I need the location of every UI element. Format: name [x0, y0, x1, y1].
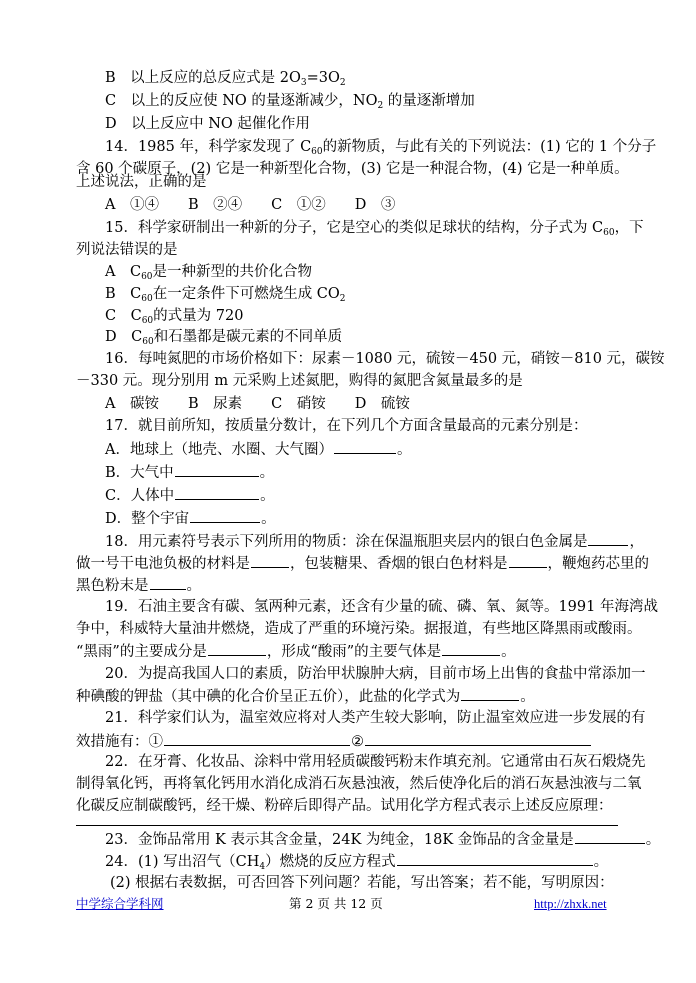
answer-blank [442, 641, 500, 656]
q24-line1: 24．(1) 写出沼气$(CH_4)$燃烧的反应方程式 。 [105, 851, 608, 872]
answer-blank [164, 731, 350, 746]
q17-item-a: A．地球上（地壳、水圈、大气圈） 。 [105, 439, 411, 460]
q22-line1: 22．在牙膏、化妆品、涂料中常用轻质碳酸钙粉末作填充剂。它通常由石灰石煅烧先 [105, 754, 646, 770]
q13-option-c: C 以上的反应使 NO 的量逐渐减少，$NO_2$ 的量逐渐增加 [105, 93, 475, 111]
q18-line1: 18．用元素符号表示下列所用的物质：涂在保温瓶胆夹层内的银白色金属是 ， [105, 531, 644, 552]
answer-blank [208, 641, 266, 656]
answer-blank [175, 462, 259, 477]
q16-options: A 碳铵 B 尿素 C 硝铵 D 硫铵 [105, 396, 410, 412]
q17-stem: 17．就目前所知，按质量分数计，在下列几个方面含量最高的元素分别是： [105, 418, 588, 434]
answer-blank [509, 553, 547, 568]
q15-option-d: D $C_{60}$和石墨都是碳元素的不同单质 [105, 329, 343, 347]
q21-line1: 21．科学家们认为，温室效应将对人类产生较大影响，防止温室效应进一步发展的有 [105, 710, 646, 726]
q18-line3: 黑色粉末是 。 [76, 575, 201, 596]
answer-blank [365, 731, 591, 746]
q14-stem-line2: 含 60 个碳原子，(2) 它是一种新型化合物，(3) 它是一种混合物，(4) 它是一种单质。 [76, 161, 629, 177]
q21-line2: 效措施有：① ② [76, 731, 592, 752]
q22-line3: 化碳反应制碳酸钙，经干燥、粉碎后即得产品。试用化学方程式表示上述反应原理： [76, 798, 613, 814]
q17-item-d: D．整个宇宙 。 [105, 508, 276, 529]
footer-site-link[interactable]: 中学综合学科网 [76, 896, 164, 911]
answer-line [76, 825, 618, 826]
q14-options: A ①④ B ②④ C ①② D ③ [105, 197, 396, 213]
q16-stem-line1: 16．每吨氮肥的市场价格如下：尿素－1080 元，硫铵－450 元，硝铵－810 元，碳铵 [105, 351, 665, 367]
answer-blank [461, 686, 519, 701]
q22-line2: 制得氧化钙，再将氧化钙用水消化成消石灰悬浊液，然后使净化后的消石灰悬浊液与二氧 [76, 776, 642, 792]
q24-line2: (2) 根据右表数据，可否回答下列问题？若能，写出答案；若不能，写明原因： [110, 875, 614, 891]
answer-blank [175, 485, 259, 500]
q18-line2: 做一号干电池负极的材料是 ，包装糖果、香烟的银白色材料是 ，鞭炮药芯里的 [76, 553, 649, 574]
q15-stem-line1: 15．科学家研制出一种新的分子，它是空心的类似足球状的结构，分子式为 $C_{60}$，下 [105, 220, 644, 238]
q14-stem-line3: 上述说法，正确的是 [76, 174, 207, 190]
q20-line1: 20．为提高我国人口的素质，防治甲状腺肿大病，目前市场上出售的食盐中常添加一 [105, 666, 646, 682]
q16-stem-line2: －330 元。现分别用 m 元采购上述氮肥，购得的氮肥含氮量最多的是 [76, 373, 523, 389]
answer-blank [150, 575, 186, 590]
q15-option-c: C $C_{60}$的式量为 720 [105, 308, 244, 326]
answer-blank [575, 829, 645, 844]
answer-blank [397, 851, 593, 866]
q15-option-b: B $C_{60}$在一定条件下可燃烧生成 $CO_2$ [105, 286, 346, 304]
q17-item-b: B．大气中 。 [105, 462, 274, 483]
q20-line2: 种碘酸的钾盐（其中碘的化合价呈正五价），此盐的化学式为 。 [76, 686, 535, 707]
q19-line2: 争中，科威特大量油井燃烧，造成了严重的环境污染。据报道，有些地区降黑雨或酸雨。 [76, 621, 642, 637]
q23-line: 23．金饰品常用 K 表示其含金量，24K 为纯金，18K 金饰品的含金量是 。 [105, 829, 660, 850]
q15-stem-line2: 列说法错误的是 [76, 242, 178, 258]
answer-blank [334, 439, 396, 454]
q19-line1: 19．石油主要含有碳、氢两种元素，还含有少量的硫、磷、氧、氮等。1991 年海湾战 [105, 599, 658, 615]
footer-url-link[interactable]: http://zhxk.net [534, 897, 607, 911]
q17-item-c: C．人体中 。 [105, 485, 275, 506]
answer-blank [588, 531, 628, 546]
answer-blank [251, 553, 289, 568]
q19-line3: “黑雨”的主要成分是 ，形成“酸雨”的主要气体是 。 [76, 641, 516, 662]
q13-option-b: B 以上反应的总反应式是 $2O_3=3O_2$ [105, 70, 346, 88]
q15-option-a: A $C_{60}$是一种新型的共价化合物 [105, 264, 313, 282]
answer-blank [190, 508, 260, 523]
page-number: 第 2 页 共 12 页 [289, 896, 383, 911]
q13-option-d: D 以上反应中 NO 起催化作用 [105, 116, 310, 132]
q14-stem-line1: 14．1985 年，科学家发现了 $C_{60}$的新物质，与此有关的下列说法：(1) 它的 1 个分子 [105, 139, 657, 157]
